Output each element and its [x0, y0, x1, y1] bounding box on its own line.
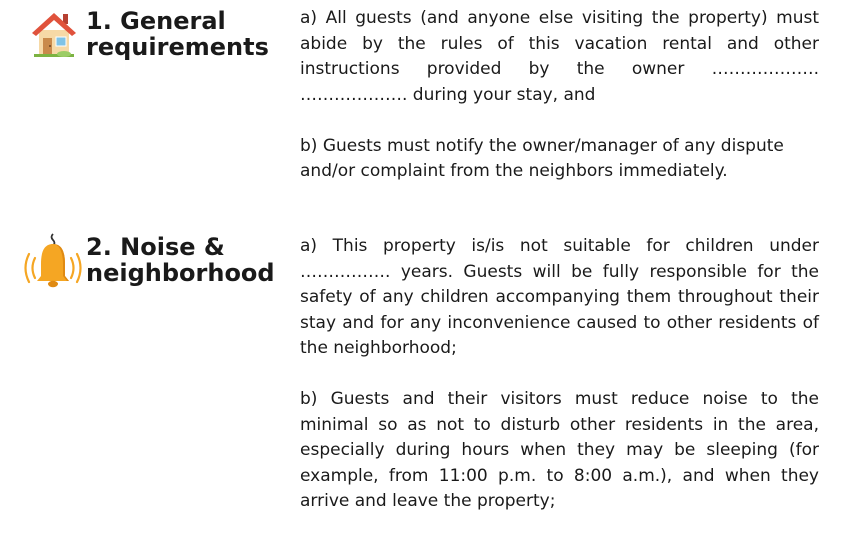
heading-line-2: neighborhood — [86, 259, 275, 287]
section-body — [300, 234, 819, 515]
paragraph-b: b) Guests and their visitors must reduce noise to the minimal so as not to disturb other residents in the area, especially during hours when they may be sleeping (for example, from 11:00 p.m. to 8:00 a.m.), and when they arrive and leave the property; — [300, 389, 819, 511]
heading-line-1: 2. Noise & — [86, 233, 225, 261]
ringing-bell-icon — [24, 232, 82, 294]
section-heading — [86, 8, 286, 60]
house-icon — [30, 8, 78, 60]
heading-line-2: requirements — [86, 33, 269, 61]
paragraph-a: a) This property is/is not suitable for children under ……………. years. Guests will be fully responsible for the safety of any children accompanying them throughout their stay and for any inconvenience caused to other residents of the neighborhood; — [300, 236, 819, 358]
section-body — [300, 6, 819, 185]
paragraph-a: a) All guests (and anyone else visiting the property) must abide by the rules of this vacation rental and other instructions provided by the owner ………………. ………………. during your stay, and — [300, 8, 819, 105]
section-heading — [86, 234, 286, 286]
paragraph-b: b) Guests must notify the owner/manager of any dispute and/or complaint from the neighbors immediately. — [300, 135, 784, 181]
heading-line-1: 1. General — [86, 7, 226, 35]
